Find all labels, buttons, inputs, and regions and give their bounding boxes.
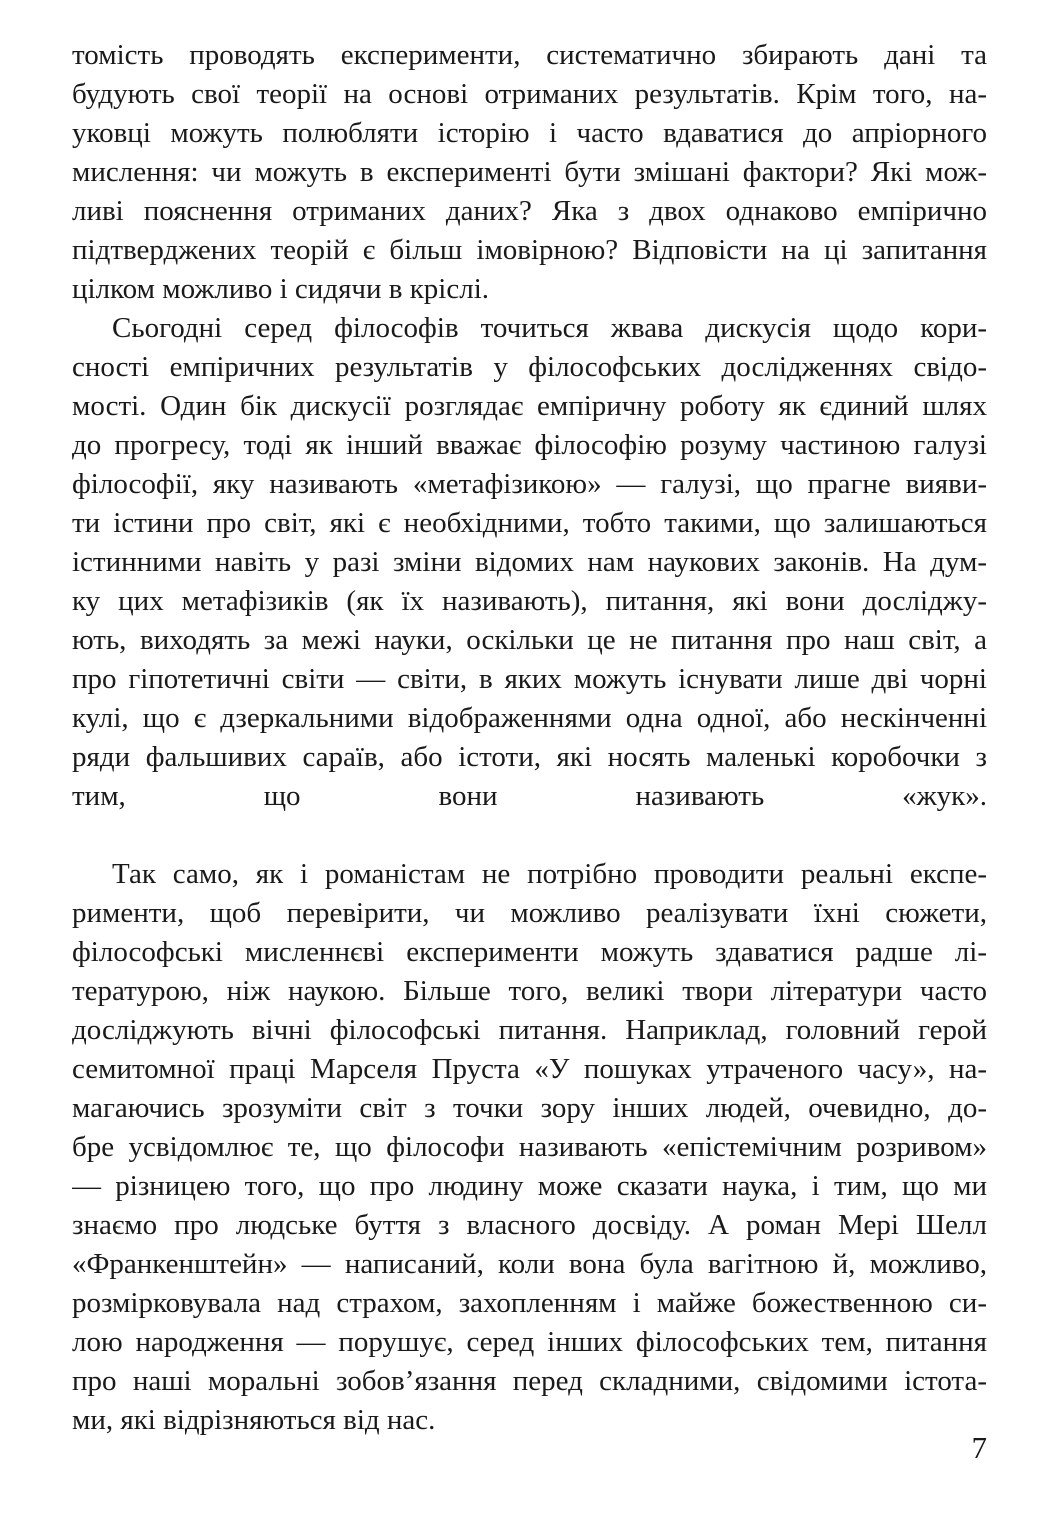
text-line: до прогресу, тоді як інший вважає філософію розуму частиною галузі <box>72 429 987 461</box>
text-line: ряди фальшивих сараїв, або істоти, які носять маленькі коробочки з <box>72 741 987 773</box>
text-line: про гіпотетичні світи — світи, в яких можуть існувати лише дві чорні <box>72 663 987 695</box>
page-body <box>72 36 987 1440</box>
text-line: лою народження — порушує, серед інших філософських тем, питання <box>72 1326 987 1358</box>
text-line: магаючись зрозуміти світ з точки зору інших людей, очевидно, до- <box>72 1092 987 1124</box>
text-line: розмірковувала над страхом, захопленням і майже божественною си- <box>72 1287 987 1319</box>
text-line: — різницею того, що про людину може сказати наука, і тим, що ми <box>72 1170 987 1202</box>
text-line: підтверджених теорій є більш імовірною? Відповісти на ці запитання <box>72 234 987 266</box>
paragraph-1 <box>72 36 987 309</box>
text-line: філософії, яку називають «метафізикою» — галузі, що прагне вияви- <box>72 468 987 500</box>
text-line: томість проводять експерименти, систематично збирають дані та <box>72 39 987 71</box>
text-line: сності емпіричних результатів у філософських дослідженнях свідо- <box>72 351 987 383</box>
text-line: бре усвідомлює те, що філософи називають «епістемічним розривом» <box>72 1131 987 1163</box>
text-line: досліджують вічні філософські питання. Наприклад, головний герой <box>72 1014 987 1046</box>
text-line: істинними навіть у разі зміни відомих нам наукових законів. На дум- <box>72 546 987 578</box>
text-line: мислення: чи можуть в експерименті бути змішані фактори? Які мож- <box>72 156 987 188</box>
text-line: будують свої теорії на основі отриманих результатів. Крім того, на- <box>72 78 987 110</box>
text-line: філософські мисленнєві експерименти можуть здаватися радше лі- <box>72 936 987 968</box>
text-line: семитомної праці Марселя Пруста «У пошуках утраченого часу», на- <box>72 1053 987 1085</box>
text-line: Сьогодні серед філософів точиться жвава дискусія щодо кори- <box>112 312 987 344</box>
text-line: уковці можуть полюбляти історію і часто вдаватися до апріорного <box>72 117 987 149</box>
text-line: рименти, щоб перевірити, чи можливо реалізувати їхні сюжети, <box>72 897 987 929</box>
paragraph-2 <box>72 309 987 855</box>
text-line: ми, які відрізняються від нас. <box>72 1404 436 1436</box>
text-line: про наші моральні зобов’язання перед складними, свідомими істота- <box>72 1365 987 1397</box>
text-line: тим, що вони називають «жук». <box>72 780 987 812</box>
text-line: Так само, як і романістам не потрібно проводити реальні експе- <box>112 858 987 890</box>
text-line: «Франкенштейн» — написаний, коли вона була вагітною й, можливо, <box>72 1248 987 1280</box>
text-line: ють, виходять за межі науки, оскільки це не питання про наш світ, а <box>72 624 987 656</box>
text-line: ливі пояснення отриманих даних? Яка з двох однаково емпірично <box>72 195 987 227</box>
text-line: ти істини про світ, які є необхідними, тобто такими, що залишаються <box>72 507 987 539</box>
page-number: 7 <box>971 1430 987 1465</box>
text-line: ку цих метафізиків (як їх називають), питання, які вони досліджу- <box>72 585 987 617</box>
text-line <box>72 816 987 855</box>
text-line: мості. Один бік дискусії розглядає емпіричну роботу як єдиний шлях <box>72 390 987 422</box>
text-line: тературою, ніж наукою. Більше того, великі твори літератури часто <box>72 975 987 1007</box>
text-line: кулі, що є дзеркальними відображеннями одна одної, або нескінченні <box>72 702 987 734</box>
paragraph-3 <box>72 855 987 1440</box>
text-line: цілком можливо і сидячи в кріслі. <box>72 273 490 305</box>
text-line: знаємо про людське буття з власного досвіду. А роман Мері Шелл <box>72 1209 987 1241</box>
